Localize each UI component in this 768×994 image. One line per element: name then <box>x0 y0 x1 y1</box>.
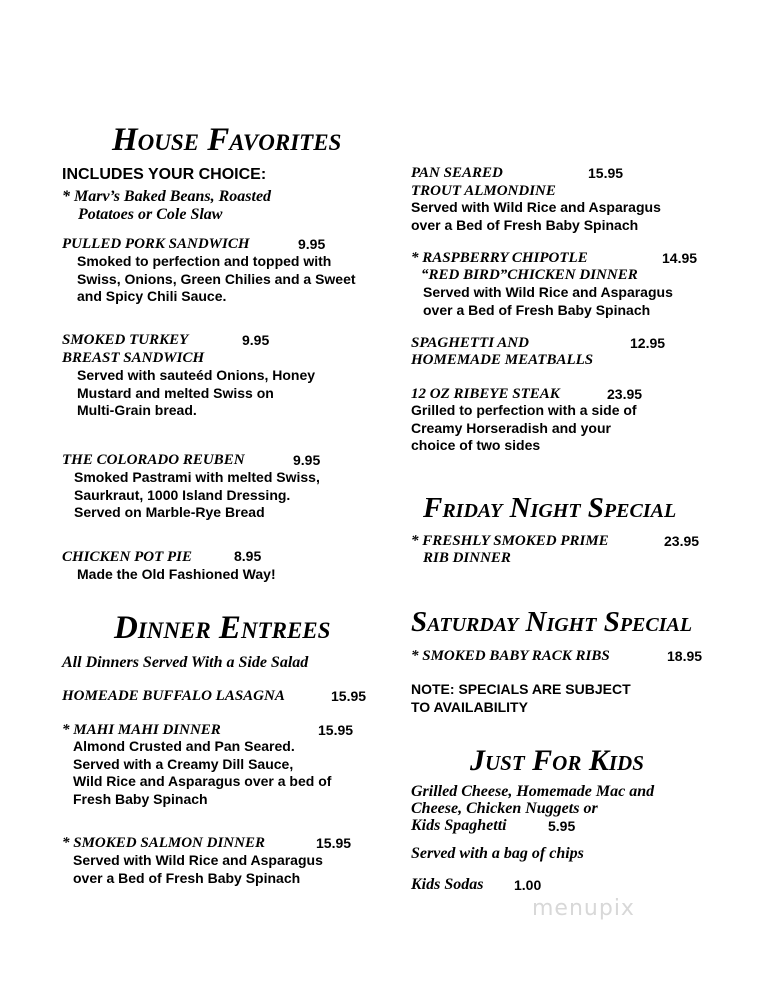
menu-item-name-2: HOMEMADE MEATBALLS <box>411 352 594 368</box>
menu-item-price: 15.95 <box>318 722 354 738</box>
kids-sodas-price: 1.00 <box>514 877 542 893</box>
menu-item-price: 23.95 <box>607 386 643 402</box>
choice-line-2: Potatoes or Cole Slaw <box>78 206 223 223</box>
includes-choice-label: INCLUDES YOUR CHOICE: <box>62 166 267 183</box>
menu-item-name-2: BREAST SANDWICH <box>62 350 205 366</box>
menu-item-description: Grilled to perfection with a side of Creamy Horseradish and your choice of two sides <box>411 402 637 453</box>
kids-chips-note: Served with a bag of chips <box>411 845 584 862</box>
watermark-logo: menupix <box>532 896 635 921</box>
menu-item-description: Almond Crusted and Pan Seared. Served with a Creamy Dill Sauce, Wild Rice and Asparagus over a bed of Fresh Baby Spinach <box>73 738 332 807</box>
dinner-entrees-title: Dinner Entrees <box>114 610 331 646</box>
menu-item-name: * MAHI MAHI DINNER <box>62 722 221 738</box>
kids-sodas: Kids Sodas <box>411 876 484 893</box>
menu-item-name: SMOKED TURKEY <box>62 332 189 348</box>
menu-item-name: SPAGHETTI AND <box>411 335 529 351</box>
house-favorites-title: House Favorites <box>112 122 342 158</box>
menu-item-description: Served with Wild Rice and Asparagus over a Bed of Fresh Baby Spinach <box>423 284 673 318</box>
choice-line-1: * Marv’s Baked Beans, Roasted <box>62 188 272 205</box>
menu-item-description: Served with Wild Rice and Asparagus over a Bed of Fresh Baby Spinach <box>73 852 323 886</box>
menu-item-name: PAN SEARED <box>411 165 503 181</box>
menu-item-description: Smoked Pastrami with melted Swiss, Saurkraut, 1000 Island Dressing. Served on Marble-Rye Bread <box>74 469 320 520</box>
kids-line-3: Kids Spaghetti <box>411 817 507 834</box>
saturday-special-title: Saturday Night Special <box>411 606 693 638</box>
menu-item-price: 12.95 <box>630 335 666 351</box>
friday-special-title: Friday Night Special <box>423 492 677 524</box>
friday-item-price: 23.95 <box>664 533 700 549</box>
menu-item-price: 9.95 <box>242 332 270 348</box>
menu-item-price: 8.95 <box>234 548 262 564</box>
menu-item-price: 9.95 <box>293 452 321 468</box>
specials-note: NOTE: SPECIALS ARE SUBJECT TO AVAILABILITY <box>411 681 631 715</box>
menu-item-description: Served with Wild Rice and Asparagus over a Bed of Fresh Baby Spinach <box>411 199 661 233</box>
menu-item-name-2: “RED BIRD”CHICKEN DINNER <box>421 267 638 283</box>
friday-item-name: * FRESHLY SMOKED PRIME <box>411 533 609 549</box>
menu-item-name-2: TROUT ALMONDINE <box>411 183 556 199</box>
kids-line-2: Cheese, Chicken Nuggets or <box>411 800 598 817</box>
dinner-subtitle: All Dinners Served With a Side Salad <box>62 654 309 671</box>
menu-item-name: 12 OZ RIBEYE STEAK <box>411 386 560 402</box>
kids-title: Just For Kids <box>470 744 644 777</box>
menu-item-price: 15.95 <box>316 835 352 851</box>
saturday-item-name: * SMOKED BABY RACK RIBS <box>411 648 610 664</box>
menu-item-name: THE COLORADO REUBEN <box>62 452 245 468</box>
menu-item-description: Served with sauteéd Onions, Honey Mustard and melted Swiss on Multi-Grain bread. <box>77 367 316 418</box>
menu-item-description: Made the Old Fashioned Way! <box>77 566 276 582</box>
kids-price: 5.95 <box>548 818 576 834</box>
menu-item-name: * SMOKED SALMON DINNER <box>62 835 265 851</box>
menu-item-price: 15.95 <box>331 688 367 704</box>
kids-line-1: Grilled Cheese, Homemade Mac and <box>411 783 655 800</box>
menu-item-price: 14.95 <box>662 250 698 266</box>
friday-item-name-2: RIB DINNER <box>423 550 511 566</box>
menu-item-name: PULLED PORK SANDWICH <box>62 236 250 252</box>
saturday-item-price: 18.95 <box>667 648 703 664</box>
menu-item-price: 15.95 <box>588 165 624 181</box>
menu-item-price: 9.95 <box>298 236 326 252</box>
menu-item-description: Smoked to perfection and topped with Swiss, Onions, Green Chilies and a Sweet and Spicy Chili Sauce. <box>77 253 356 304</box>
menu-item-name: * RASPBERRY CHIPOTLE <box>411 250 588 266</box>
menu-item-name: CHICKEN POT PIE <box>62 549 193 565</box>
menu-item-name: HOMEADE BUFFALO LASAGNA <box>62 688 285 704</box>
